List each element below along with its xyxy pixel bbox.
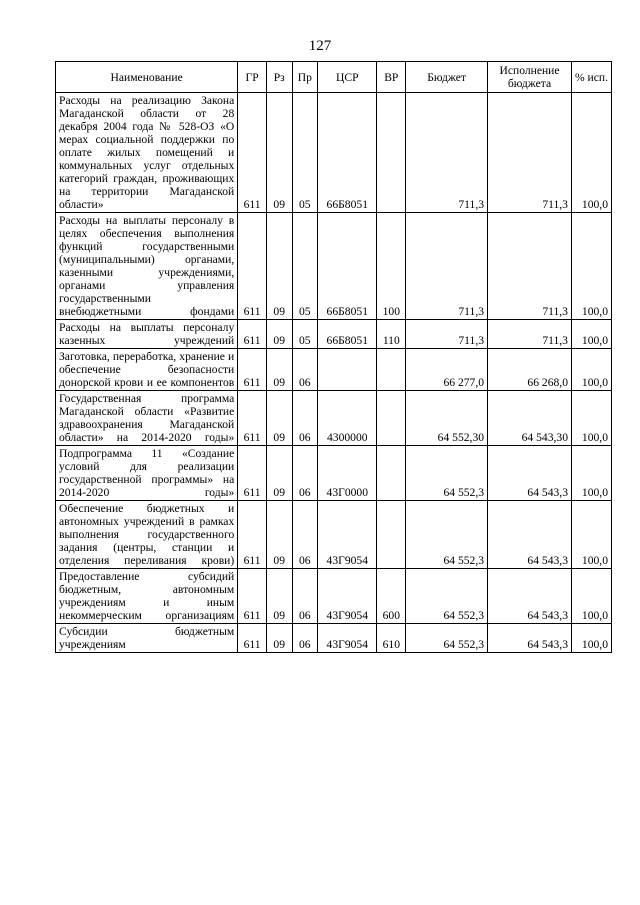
cell-pr: 06 (292, 501, 318, 569)
cell-execution: 711,3 (488, 320, 572, 349)
cell-name: Государственная программа Магаданской области «Развитие здравоохранения Магаданской области» на 2014-2020 годы» (56, 391, 238, 446)
cell-budget: 64 552,30 (406, 391, 488, 446)
cell-budget: 711,3 (406, 93, 488, 213)
cell-vr: 610 (377, 624, 406, 653)
cell-gr: 611 (238, 501, 267, 569)
page-number: 127 (308, 38, 332, 54)
cell-budget: 64 552,3 (406, 624, 488, 653)
cell-execution: 64 543,3 (488, 446, 572, 501)
cell-rz: 09 (266, 569, 292, 624)
cell-execution: 711,3 (488, 93, 572, 213)
cell-budget: 711,3 (406, 213, 488, 320)
cell-rz: 09 (266, 93, 292, 213)
table-row (56, 213, 612, 320)
cell-execution: 64 543,3 (488, 569, 572, 624)
header-execution: Исполнение бюджета (488, 62, 572, 93)
cell-csr: 43Г9054 (318, 624, 377, 653)
table-row (56, 349, 612, 391)
cell-rz: 09 (266, 446, 292, 501)
cell-gr: 611 (238, 320, 267, 349)
cell-csr: 43Г0000 (318, 446, 377, 501)
header-csr: ЦСР (318, 62, 377, 93)
cell-name: Предоставление субсидий бюджетным, автономным учреждениям и иным некоммерческим организациям (56, 569, 238, 624)
header-pr: Пр (292, 62, 318, 93)
cell-name: Расходы на выплаты персоналу в целях обеспечения выполнения функций государственными (муниципальными) органами, казенными учреждениями, органами управления государственными внебюджетными фондами (56, 213, 238, 320)
cell-gr: 611 (238, 213, 267, 320)
table-header-row (56, 62, 612, 93)
cell-rz: 09 (266, 320, 292, 349)
cell-budget: 64 552,3 (406, 569, 488, 624)
cell-pr: 06 (292, 446, 318, 501)
table-body (56, 93, 612, 653)
cell-rz: 09 (266, 391, 292, 446)
cell-gr: 611 (238, 569, 267, 624)
cell-pr: 05 (292, 93, 318, 213)
cell-vr (377, 501, 406, 569)
table-row (56, 624, 612, 653)
cell-budget: 64 552,3 (406, 446, 488, 501)
cell-gr: 611 (238, 624, 267, 653)
cell-execution: 64 543,30 (488, 391, 572, 446)
cell-vr (377, 446, 406, 501)
cell-vr: 110 (377, 320, 406, 349)
cell-csr: 43Г9054 (318, 501, 377, 569)
header-percent: % исп. (571, 62, 611, 93)
cell-csr: 66Б8051 (318, 320, 377, 349)
cell-name: Заготовка, переработка, хранение и обеспечение безопасности донорской крови и ее компонентов (56, 349, 238, 391)
header-gr: ГР (238, 62, 267, 93)
header-budget: Бюджет (406, 62, 488, 93)
cell-gr: 611 (238, 391, 267, 446)
cell-name: Подпрограмма 11 «Создание условий для реализации государственной программы» на 2014-2020 годы» (56, 446, 238, 501)
cell-percent: 100,0 (571, 391, 611, 446)
table-row (56, 93, 612, 213)
header-rz: Рз (266, 62, 292, 93)
cell-vr: 100 (377, 213, 406, 320)
cell-budget: 66 277,0 (406, 349, 488, 391)
cell-percent: 100,0 (571, 446, 611, 501)
cell-csr: 4300000 (318, 391, 377, 446)
cell-name: Обеспечение бюджетных и автономных учреждений в рамках выполнения государственного задания (центры, станции и отделения переливания крови) (56, 501, 238, 569)
cell-rz: 09 (266, 213, 292, 320)
cell-vr (377, 349, 406, 391)
cell-name: Расходы на реализацию Закона Магаданской области от 28 декабря 2004 года № 528-ОЗ «О мерах социальной поддержки по оплате жилых помещений и коммунальных услуг отдельных категорий граждан, проживающих на территории Магаданской области» (56, 93, 238, 213)
header-name: Наименование (56, 62, 238, 93)
cell-percent: 100,0 (571, 569, 611, 624)
cell-execution: 64 543,3 (488, 501, 572, 569)
cell-percent: 100,0 (571, 213, 611, 320)
budget-table (55, 61, 612, 653)
cell-percent: 100,0 (571, 320, 611, 349)
header-vr: ВР (377, 62, 406, 93)
table-row (56, 446, 612, 501)
cell-rz: 09 (266, 624, 292, 653)
table-row (56, 320, 612, 349)
table-row (56, 391, 612, 446)
cell-csr: 43Г9054 (318, 569, 377, 624)
cell-vr (377, 391, 406, 446)
cell-pr: 05 (292, 213, 318, 320)
cell-csr: 66Б8051 (318, 93, 377, 213)
cell-percent: 100,0 (571, 624, 611, 653)
cell-pr: 06 (292, 349, 318, 391)
cell-pr: 06 (292, 624, 318, 653)
cell-rz: 09 (266, 349, 292, 391)
cell-pr: 06 (292, 391, 318, 446)
cell-percent: 100,0 (571, 501, 611, 569)
cell-budget: 711,3 (406, 320, 488, 349)
cell-pr: 05 (292, 320, 318, 349)
cell-rz: 09 (266, 501, 292, 569)
table-row (56, 569, 612, 624)
table-row (56, 501, 612, 569)
cell-percent: 100,0 (571, 93, 611, 213)
cell-execution: 66 268,0 (488, 349, 572, 391)
cell-name: Субсидии бюджетным учреждениям (56, 624, 238, 653)
cell-gr: 611 (238, 93, 267, 213)
cell-vr (377, 93, 406, 213)
cell-percent: 100,0 (571, 349, 611, 391)
cell-csr (318, 349, 377, 391)
cell-gr: 611 (238, 349, 267, 391)
cell-vr: 600 (377, 569, 406, 624)
cell-name: Расходы на выплаты персоналу казенных учреждений (56, 320, 238, 349)
cell-execution: 64 543,3 (488, 624, 572, 653)
cell-execution: 711,3 (488, 213, 572, 320)
cell-csr: 66Б8051 (318, 213, 377, 320)
cell-budget: 64 552,3 (406, 501, 488, 569)
cell-pr: 06 (292, 569, 318, 624)
cell-gr: 611 (238, 446, 267, 501)
